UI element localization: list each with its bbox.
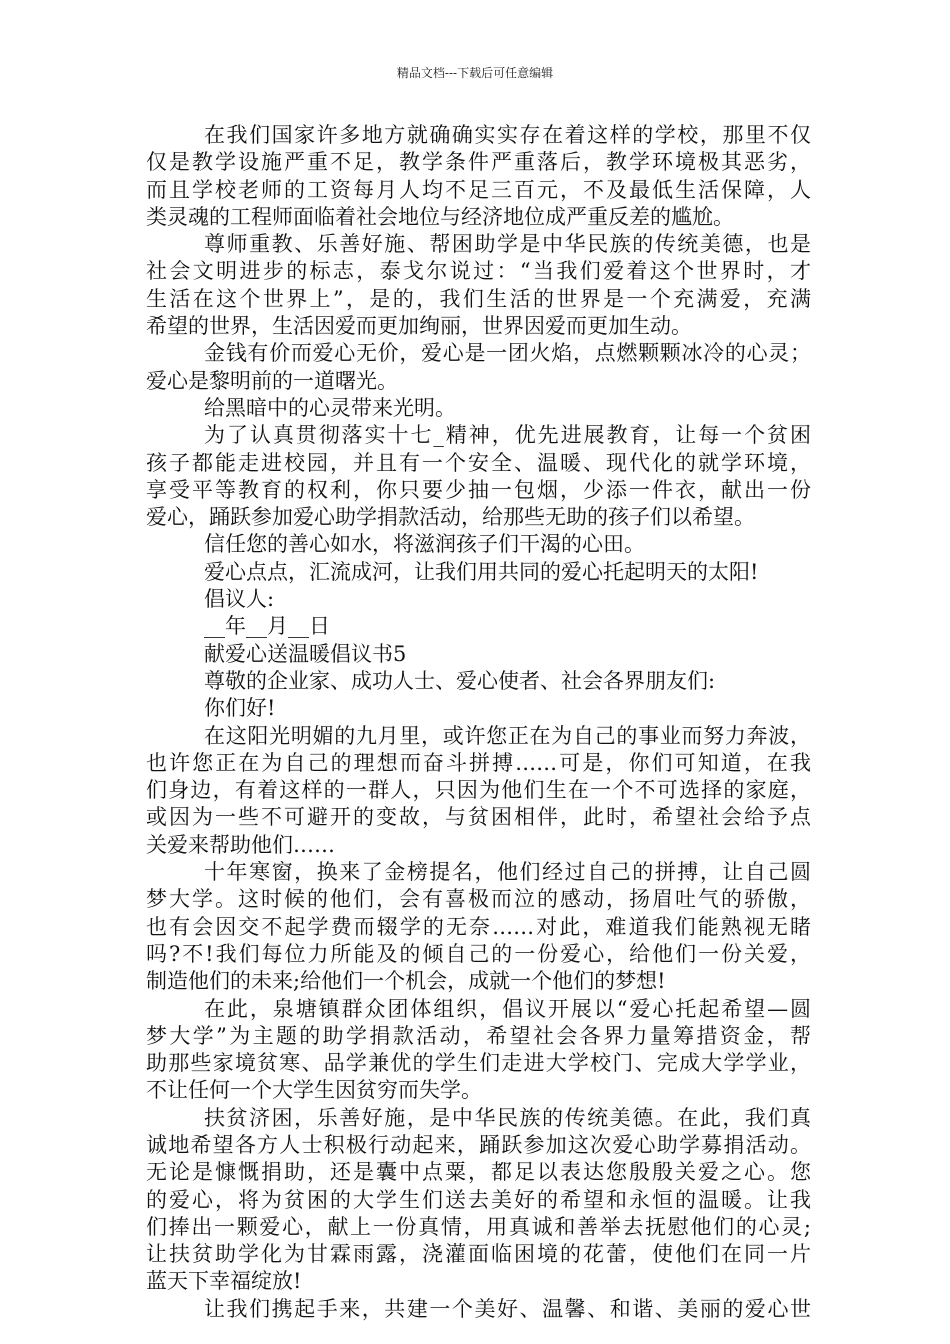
text-line: 倡议人: [204, 587, 275, 612]
text-line: 献爱心送温暖倡议书5 [204, 641, 407, 666]
text-line: 爱心是黎明前的一道曙光。 [146, 368, 398, 393]
text-line: 诚地希望各方人士积极行动起来，踊跃参加这次爱心助学募捐活动。 [146, 1132, 811, 1157]
text-line: 希望的世界，生活因爱而更加绚丽，世界因爱而更加生动。 [146, 314, 692, 339]
text-line: 爱心点点，汇流成河，让我们用共同的爱心托起明天的太阳! [204, 559, 759, 584]
text-line: 金钱有价而爱心无价，爱心是一团火焰，点燃颗颗冰冷的心灵； [204, 341, 811, 366]
text-line: 在这阳光明媚的九月里，或许您正在为自己的事业而努力奔波， [204, 723, 811, 748]
text-line: 制造他们的未来;给他们一个机会，成就一个他们的梦想! [146, 969, 666, 994]
text-line: 社会文明进步的标志，泰戈尔说过：“当我们爱着这个世界时，才 [146, 259, 811, 284]
text-line: 尊师重教、乐善好施、帮困助学是中华民族的传统美德，也是 [204, 232, 811, 257]
text-line: 生活在这个世界上”，是的，我们生活的世界是一个充满爱，充满 [146, 286, 811, 311]
text-line: 关爱来帮助他们…… [146, 832, 335, 857]
text-line: 孩子都能走进校园，并且有一个安全、温暖、现代化的就学环境， [146, 450, 811, 475]
text-line: 仅是教学设施严重不足，教学条件严重落后，教学环境极其恶劣， [146, 150, 811, 175]
text-line: 不让任何一个大学生因贫穷而失学。 [146, 1078, 482, 1103]
text-line: 尊敬的企业家、成功人士、爱心使者、社会各界朋友们: [204, 668, 716, 693]
text-line: 在我们国家许多地方就确确实实存在着这样的学校，那里不仅 [204, 123, 811, 147]
text-line: 信任您的善心如水，将滋润孩子们干渴的心田。 [204, 532, 645, 557]
text-line: 们身边，有着这样的一群人，只因为他们生在一个不可选择的家庭， [146, 778, 811, 803]
page-header: 精品文档---下载后可任意编辑 [396, 66, 554, 80]
document-body [146, 122, 811, 1323]
text-line: 或因为一些不可避开的变故，与贫困相伴，此时，希望社会给予点 [146, 805, 811, 830]
text-line: 给黑暗中的心灵带来光明。 [204, 395, 456, 420]
text-line: 也有会因交不起学费而辍学的无奈……对此，难道我们能熟视无睹 [146, 914, 811, 939]
text-line: 也许您正在为自己的理想而奋斗拼搏……可是，你们可知道，在我 [146, 750, 811, 775]
text-line: 蓝天下幸福绽放! [146, 1269, 302, 1294]
text-line: 十年寒窗，换来了金榜提名，他们经过自己的拼搏，让自己圆 [204, 860, 811, 885]
text-line: 梦大学。这时候的他们，会有喜极而泣的感动，扬眉吐气的骄傲， [146, 887, 811, 912]
text-line: 让我们携起手来，共建一个美好、温馨、和谐、美丽的爱心世 [204, 1296, 811, 1321]
text-line: 享受平等教育的权利，你只要少抽一包烟，少添一件衣，献出一份 [146, 477, 811, 502]
text-line: 而且学校老师的工资每月人均不足三百元，不及最低生活保障，人 [146, 177, 811, 202]
text-line: 无论是慷慨捐助，还是囊中点粟，都足以表达您殷殷关爱之心。您 [146, 1160, 811, 1185]
text-line: 们捧出一颗爱心，献上一份真情，用真诚和善举去抚慰他们的心灵; [146, 1214, 811, 1239]
text-line: 类灵魂的工程师面临着社会地位与经济地位成严重反差的尴尬。 [146, 204, 734, 229]
text-line: 助那些家境贫寒、品学兼优的学生们走进大学校门、完成大学学业， [146, 1051, 811, 1076]
text-line: 为了认真贯彻落实十七_精神，优先进展教育，让每一个贫困 [204, 423, 811, 448]
text-line: 扶贫济困，乐善好施，是中华民族的传统美德。在此，我们真 [204, 1105, 811, 1130]
text-line: 的爱心，将为贫困的大学生们送去美好的希望和永恒的温暖。让我 [146, 1187, 811, 1212]
text-line: 在此，泉塘镇群众团体组织，倡议开展以“爱心托起希望—圆 [204, 996, 811, 1021]
text-line: __年__月__日 [204, 614, 330, 639]
text-line: 爱心，踊跃参加爱心助学捐款活动，给那些无助的孩子们以希望。 [146, 505, 755, 530]
text-line: 吗?不!我们每位力所能及的倾自己的一份爱心，给他们一份关爱， [146, 941, 811, 966]
text-line: 梦大学”为主题的助学捐款活动，希望社会各界力量筹措资金，帮 [146, 1023, 811, 1048]
text-line: 你们好! [204, 696, 276, 721]
text-line: 让扶贫助学化为甘霖雨露，浇灌面临困境的花蕾，使他们在同一片 [146, 1242, 811, 1267]
